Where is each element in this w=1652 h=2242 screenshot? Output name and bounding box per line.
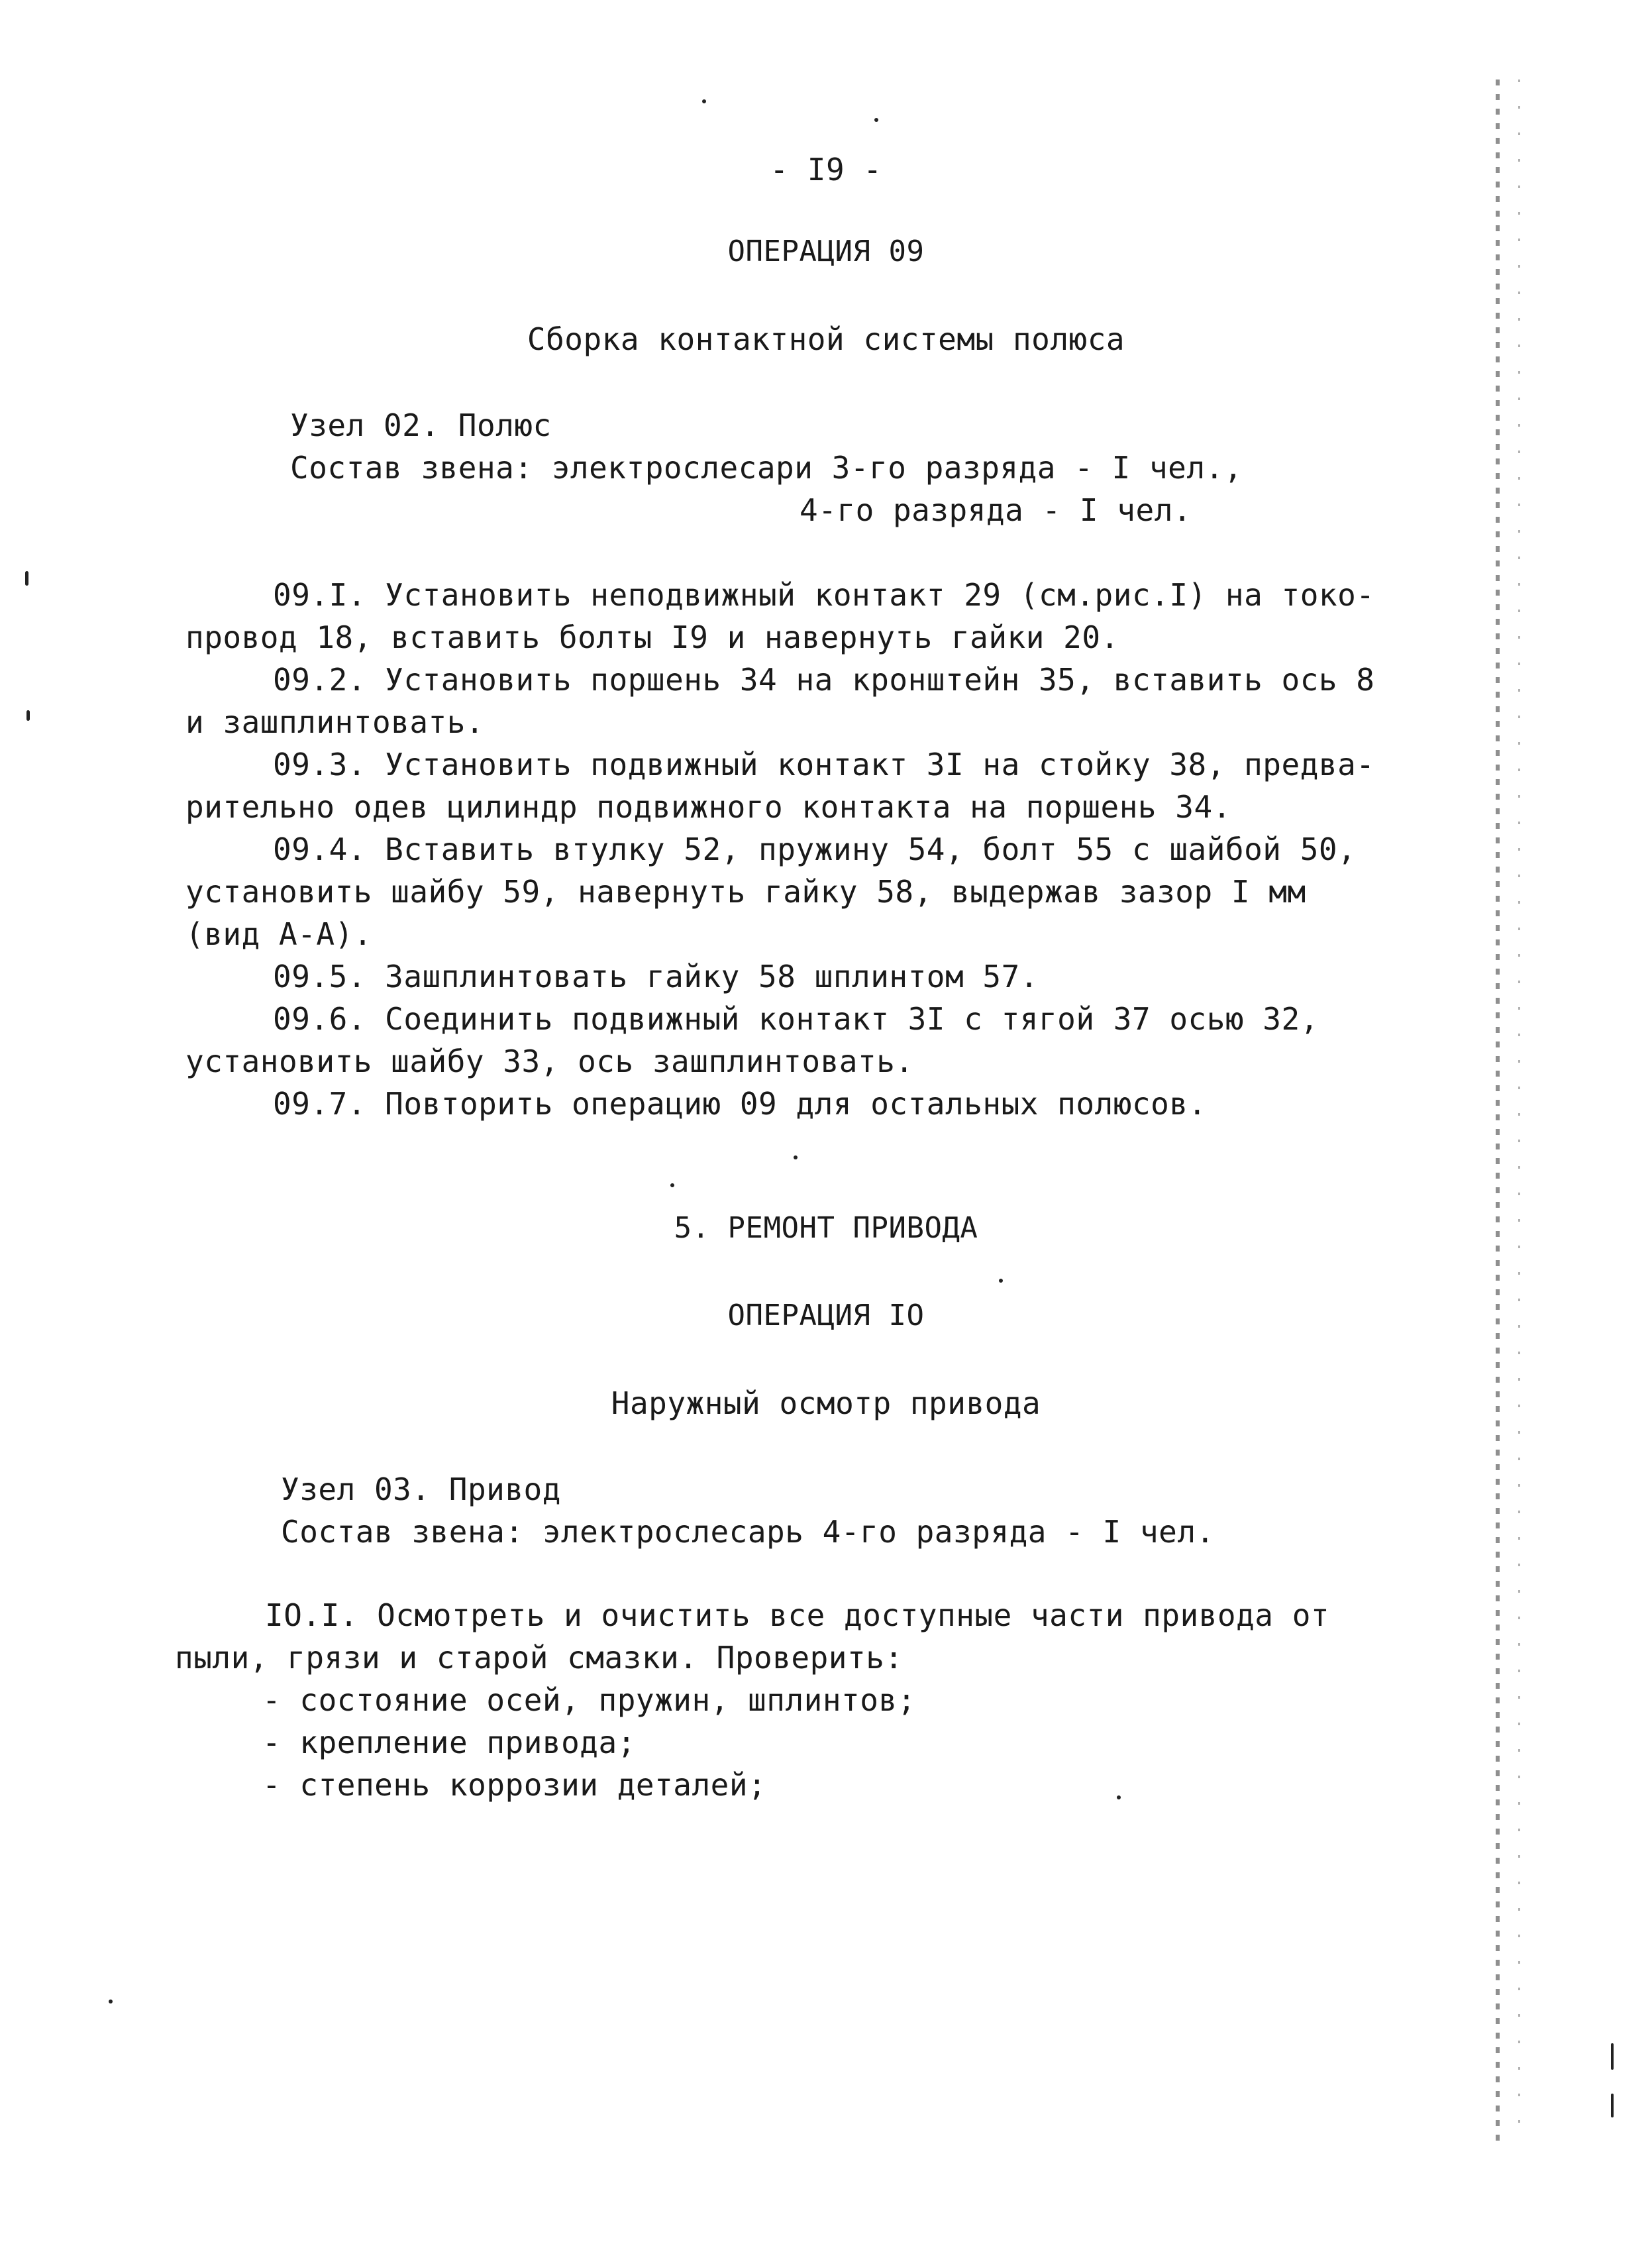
scan-speck: [874, 118, 878, 122]
step-09-3-line-2: рительно одев цилиндр подвижного контакта на поршень 34.: [185, 789, 1231, 825]
scan-edge-shadow: [1496, 80, 1500, 2147]
scan-speck: [1611, 2043, 1614, 2070]
scan-speck: [26, 710, 30, 721]
step-09-3-line-1: 09.3. Установить подвижный контакт 3I на стойку 38, предва-: [273, 747, 1375, 782]
operation-09-crew-line-1: Состав звена: электрослесари 3-го разряда - I чел.,: [290, 450, 1243, 486]
step-09-2-line-2: и зашплинтовать.: [185, 704, 485, 740]
operation-10-subtitle: Наружный осмотр привода: [611, 1385, 1041, 1421]
scan-speck: [999, 1279, 1003, 1283]
step-10-1-line-2: пыли, грязи и старой смазки. Проверить:: [175, 1640, 903, 1676]
operation-09-unit: Узел 02. Полюс: [290, 407, 552, 443]
check-item: - состояние осей, пружин, шплинтов;: [262, 1682, 916, 1718]
step-09-4-line-1: 09.4. Вставить втулку 52, пружину 54, болт 55 с шайбой 50,: [273, 831, 1357, 867]
scan-speck: [670, 1183, 674, 1187]
step-09-6-line-2: установить шайбу 33, ось зашплинтовать.: [185, 1043, 914, 1079]
scan-speck: [1611, 2094, 1614, 2117]
check-item: - крепление привода;: [262, 1725, 636, 1760]
operation-10-title: ОПЕРАЦИЯ IO: [727, 1299, 925, 1332]
operation-09-crew-line-2: 4-го разряда - I чел.: [800, 492, 1192, 528]
page-number: - I9 -: [770, 152, 882, 187]
scan-speck: [25, 571, 28, 586]
section-5-heading: 5. РЕМОНТ ПРИВОДА: [674, 1211, 978, 1245]
operation-09-subtitle: Сборка контактной системы полюса: [527, 321, 1125, 357]
scan-speck: [109, 2000, 113, 2003]
step-10-1-line-1: IO.I. Осмотреть и очистить все доступные части привода от: [265, 1597, 1330, 1633]
step-09-4-line-2: установить шайбу 59, навернуть гайку 58, выдержав зазор I мм: [185, 874, 1306, 910]
scan-speck: [794, 1155, 798, 1159]
operation-10-crew: Состав звена: электрослесарь 4-го разряда - I чел.: [281, 1514, 1215, 1550]
step-09-1-line-1: 09.I. Установить неподвижный контакт 29 (см.рис.I) на токо-: [273, 577, 1375, 613]
step-09-6-line-1: 09.6. Соединить подвижный контакт 3I с тягой 37 осью 32,: [273, 1001, 1319, 1037]
step-09-2-line-1: 09.2. Установить поршень 34 на кронштейн 35, вставить ось 8: [273, 662, 1375, 698]
step-09-5: 09.5. Зашплинтовать гайку 58 шплинтом 57.: [273, 959, 1039, 994]
step-09-1-line-2: провод 18, вставить болты I9 и навернуть гайки 20.: [185, 619, 1119, 655]
step-09-4-line-3: (вид А-А).: [185, 916, 372, 952]
scan-edge-dots: [1518, 80, 1520, 2147]
operation-10-unit: Узел 03. Привод: [281, 1471, 561, 1507]
scan-speck: [702, 99, 706, 103]
check-item: - степень коррозии деталей;: [262, 1767, 767, 1803]
scan-speck: [1117, 1795, 1121, 1799]
operation-09-title: ОПЕРАЦИЯ 09: [727, 235, 925, 268]
step-09-7: 09.7. Повторить операцию 09 для остальных полюсов.: [273, 1086, 1207, 1122]
